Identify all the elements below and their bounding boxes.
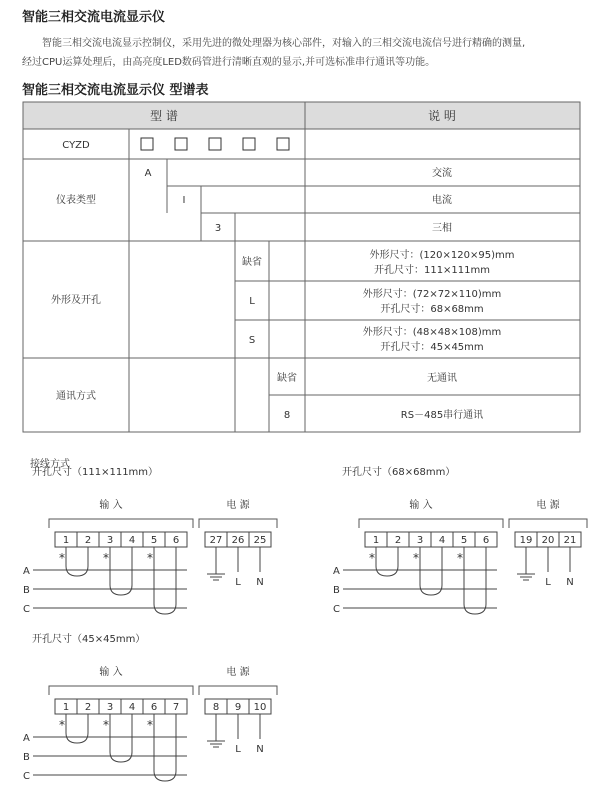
- shape-code-l: L: [249, 296, 255, 307]
- header-desc: 说 明: [428, 109, 456, 123]
- comm-code-default: 缺省: [277, 373, 297, 384]
- diagram-68-power-terminal-label-20: 20: [541, 535, 555, 546]
- diagram-45-power-terminal-label-8: 8: [212, 702, 220, 713]
- diagram-111-phase-label-A: A: [23, 566, 30, 577]
- diagram-111-power-terminal-label-27: 27: [209, 535, 223, 546]
- diagram-111-input-terminal-label-1: 1: [62, 535, 70, 546]
- diagram-111-input-terminal-label-2: 2: [84, 535, 92, 546]
- diagram-68-input-terminal-label-3: 3: [416, 535, 424, 546]
- shape-desc-1a: 外形尺寸：(120×120×95)mm: [369, 250, 515, 261]
- diagram-45-power-terminal-label-9: 9: [234, 702, 242, 713]
- page-title: 智能三相交流电流显示仪: [22, 10, 166, 25]
- diagram-111-input-terminal-label-4: 4: [128, 535, 136, 546]
- header-model: 型 谱: [150, 109, 178, 123]
- diagram-111-power-bracket: [199, 519, 277, 528]
- diagram-111-power-terminal-label-25: 25: [253, 535, 267, 546]
- diagram-111-power-label: 电 源: [226, 500, 250, 511]
- diagram-45-input-bracket: [49, 686, 193, 695]
- diagram-68-input-bracket: [359, 519, 503, 528]
- diagram-68-polarity-mark-C: *: [457, 551, 463, 565]
- diagram-111-ct-loop-B: [110, 547, 132, 595]
- diagram-111-ct-loop-C: [154, 547, 176, 614]
- diagram-45-l-label: L: [235, 744, 241, 755]
- diagram-111-n-label: N: [256, 577, 264, 588]
- diagram-45-input-label: 输 入: [99, 667, 123, 678]
- diagram-68-input-terminal-label-1: 1: [372, 535, 380, 546]
- diagram-111-caption: 开孔尺寸（111×111mm）: [32, 467, 159, 478]
- diagram-45-input-terminal-label-2: 2: [84, 702, 92, 713]
- diagram-111-phase-label-C: C: [23, 604, 30, 615]
- diagram-68-input-terminal-label-2: 2: [394, 535, 402, 546]
- diagram-68-polarity-mark-B: *: [413, 551, 419, 565]
- diagram-45-phase-label-A: A: [23, 733, 30, 744]
- table-title: 智能三相交流电流显示仪 型谱表: [22, 83, 209, 98]
- shape-desc-1b: 开孔尺寸：111×111mm: [373, 265, 491, 276]
- comm-label: 通讯方式: [56, 391, 96, 402]
- shape-label: 外形及开孔: [51, 295, 101, 306]
- diagram-111-input-terminal-label-3: 3: [106, 535, 114, 546]
- diagram-111-polarity-mark-A: *: [59, 551, 65, 565]
- diagram-68-polarity-mark-A: *: [369, 551, 375, 565]
- diagram-45-ct-loop-C: [154, 714, 176, 781]
- diagram-45-caption: 开孔尺寸（45×45mm）: [32, 634, 146, 645]
- diagram-45-input-terminal-label-6: 6: [150, 702, 158, 713]
- diagram-45-n-label: N: [256, 744, 264, 755]
- diagram-68-input-label: 输 入: [409, 500, 433, 511]
- diagram-111-input-terminal-label-6: 6: [172, 535, 180, 546]
- shape-desc-2a: 外形尺寸：(72×72×110)mm: [362, 289, 502, 300]
- diagram-68-power-bracket: [509, 519, 587, 528]
- diagram-111-polarity-mark-C: *: [147, 551, 153, 565]
- diagram-111-phase-label-B: B: [23, 585, 30, 596]
- diagram-68-ct-loop-A: [376, 547, 398, 576]
- shape-desc-3a: 外形尺寸：(48×48×108)mm: [362, 327, 502, 338]
- diagram-45-phase-label-B: B: [23, 752, 30, 763]
- diagram-111-input-label: 输 入: [99, 500, 123, 511]
- diagram-111-polarity-mark-B: *: [103, 551, 109, 565]
- type-code-a: A: [144, 168, 152, 179]
- comm-code-8: 8: [283, 410, 291, 421]
- diagram-45-input-terminal-label-4: 4: [128, 702, 136, 713]
- diagram-68-power-label: 电 源: [536, 500, 560, 511]
- diagram-45-ct-loop-A: [66, 714, 88, 743]
- diagram-45-power-label: 电 源: [226, 667, 250, 678]
- diagram-111-input-terminal-label-5: 5: [150, 535, 158, 546]
- shape-desc-2b: 开孔尺寸：68×68mm: [380, 304, 484, 315]
- diagram-68-input-terminal-label-5: 5: [460, 535, 468, 546]
- diagram-68-input-terminal-label-4: 4: [438, 535, 446, 546]
- diagram-111-input-bracket: [49, 519, 193, 528]
- type-label: 仪表类型: [56, 195, 96, 206]
- type-desc-ac: 交流: [432, 168, 452, 179]
- type-code-i: I: [182, 195, 186, 206]
- diagram-45-input-terminal-label-1: 1: [62, 702, 70, 713]
- diagram-68-power-terminal-label-19: 19: [519, 535, 533, 546]
- intro-line-2: 经过CPU运算处理后，由高亮度LED数码管进行清晰直观的显示,并可选标准串行通讯等功能。: [22, 57, 436, 68]
- diagram-68-power-terminal-label-21: 21: [563, 535, 577, 546]
- shape-code-s: S: [248, 335, 256, 346]
- type-desc-current: 电流: [432, 195, 452, 206]
- diagram-68-phase-label-A: A: [333, 566, 340, 577]
- wiring-title: 接线方式: [30, 459, 70, 470]
- diagram-45-ct-loop-B: [110, 714, 132, 762]
- diagram-45-power-terminal-label-10: 10: [253, 702, 267, 713]
- diagram-111-l-label: L: [235, 577, 241, 588]
- diagram-68-ct-loop-C: [464, 547, 486, 614]
- diagram-68-l-label: L: [545, 577, 551, 588]
- diagram-111-ct-loop-A: [66, 547, 88, 576]
- diagram-68-ct-loop-B: [420, 547, 442, 595]
- shape-code-default: 缺省: [242, 257, 262, 268]
- intro-line-1: 智能三相交流电流显示控制仪，采用先进的微处理器为核心部件，对输入的三相交流电流信号进行精确的测量,: [42, 38, 526, 49]
- diagram-45-input-terminal-label-3: 3: [106, 702, 114, 713]
- diagram-45-polarity-mark-C: *: [147, 718, 153, 732]
- shape-desc-3b: 开孔尺寸：45×45mm: [380, 342, 484, 353]
- cyzd-label: CYZD: [62, 140, 90, 151]
- diagram-68-caption: 开孔尺寸（68×68mm）: [342, 467, 456, 478]
- comm-desc-rs485: RS－485串行通讯: [400, 410, 484, 421]
- diagram-45-power-bracket: [199, 686, 277, 695]
- diagram-68-input-terminal-label-6: 6: [482, 535, 490, 546]
- diagram-45-input-terminal-label-7: 7: [172, 702, 180, 713]
- diagram-68-n-label: N: [566, 577, 574, 588]
- diagram-45-polarity-mark-A: *: [59, 718, 65, 732]
- type-code-3: 3: [214, 223, 222, 234]
- comm-desc-none: 无通讯: [427, 373, 457, 384]
- type-desc-three-phase: 三相: [432, 223, 452, 234]
- diagram-68-phase-label-B: B: [333, 585, 340, 596]
- diagram-45-phase-label-C: C: [23, 771, 30, 782]
- diagram-68-phase-label-C: C: [333, 604, 340, 615]
- diagram-111-power-terminal-label-26: 26: [231, 535, 245, 546]
- diagram-45-polarity-mark-B: *: [103, 718, 109, 732]
